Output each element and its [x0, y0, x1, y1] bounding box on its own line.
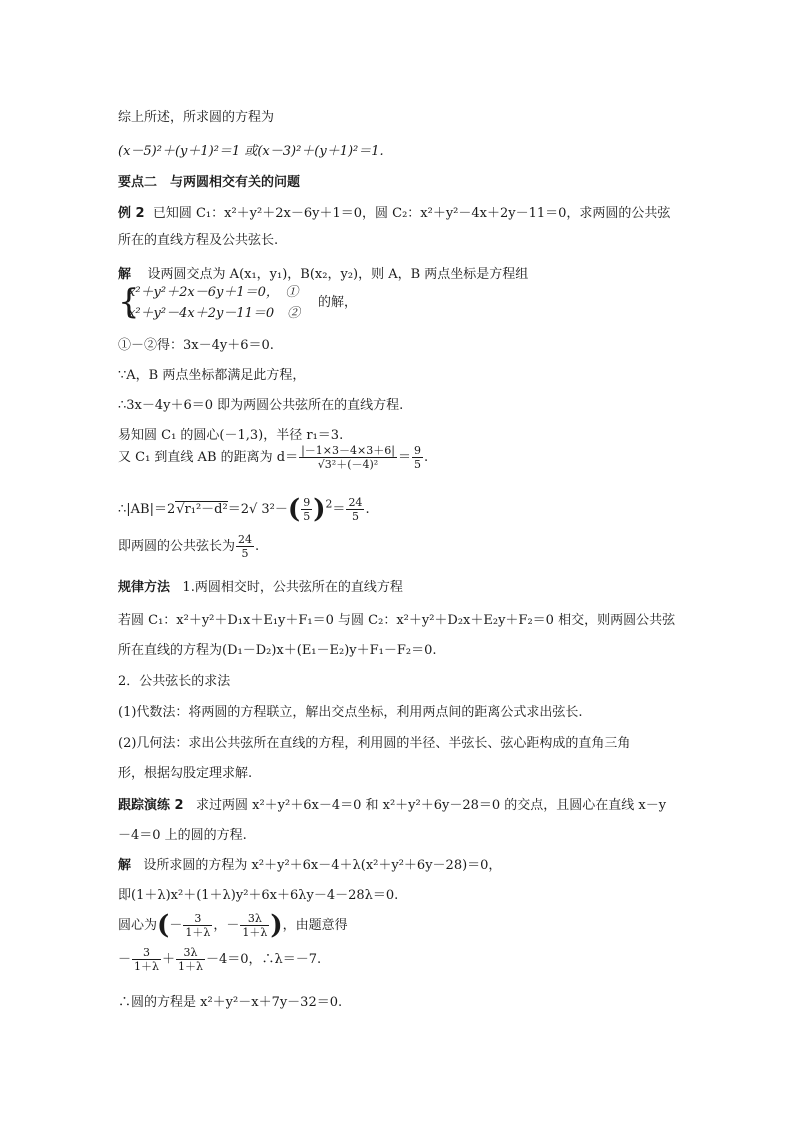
solution2-line-2: 即(1＋λ)x²＋(1＋λ)y²＋6x＋6λy－4－28λ＝0.: [118, 888, 399, 903]
solution2-line-4: － $\frac{3}{1+\lambda}$ ＋ $\frac{3\lambda}{1+\lambda}$ －4＝0，∴λ＝－7.: [118, 946, 322, 973]
solution-line-1: 解 设两圆交点为 A(x₁，y₁)，B(x₂，y₂)，则 A，B 两点坐标是方程组: [118, 267, 529, 282]
solution-line-7: ∴|AB|＝2√r₁²－d²＝2√ 3²－( $\frac{9}{5}$ )$^2$＝ $\frac{24}{5}$ .: [118, 494, 370, 525]
system-equation-2: x²＋y²－4x＋2y－11＝0 ②: [128, 306, 301, 321]
example-label: 例 2: [118, 206, 145, 221]
solution2-line-5: ∴圆的方程是 x²＋y²－x＋7y－32＝0.: [118, 995, 343, 1010]
solution-line-5: 易知圆 C₁ 的圆心(－1,3)，半径 r₁＝3.: [118, 428, 344, 443]
system-brace: {: [118, 282, 140, 322]
solution-line-6: 又 C₁ 到直线 AB 的距离为 d＝ $\frac{|-1\times 3-4\times 3+6|}{\text{√3²＋(－4)²}}$ ＝ $\frac{9}{5}$ .: [118, 444, 429, 471]
condition-fraction-1: $\frac{3}{1+\lambda}$: [134, 946, 159, 973]
rule-line-6: (2)几何法：求出公共弦所在直线的方程，利用圆的半径、半弦长、弦心距构成的直角三角: [118, 736, 631, 751]
track-label: 跟踪演练 2: [118, 798, 184, 813]
solution2-label: 解: [118, 858, 132, 873]
distance-fraction: $\frac{|-1\times 3-4\times 3+6|}{\text{√3²＋(－4)²}}$: [301, 444, 395, 471]
condition-fraction-2: $\frac{3\lambda}{1+\lambda}$: [178, 946, 203, 973]
rule-line-4: 2．公共弦长的求法: [118, 674, 231, 689]
section-title: 要点二 与两圆相交有关的问题: [118, 175, 301, 190]
example-2-line-2: 所在的直线方程及公共弦长.: [118, 233, 279, 248]
ratio-fraction: $\frac{9}{5}$: [303, 496, 311, 523]
chord-length-fraction: $\frac{24}{5}$: [238, 533, 253, 560]
chord-length-result: $\frac{24}{5}$: [348, 496, 363, 523]
example-2-line-1: 例 2 已知圆 C₁：x²＋y²＋2x－6y＋1＝0，圆 C₂：x²＋y²－4x＋2y－11＝0，求两圆的公共弦: [118, 206, 671, 221]
solution-label: 解: [118, 267, 132, 282]
rule-line-7: 形，根据勾股定理求解.: [118, 766, 253, 781]
rule-line-3: 所在直线的方程为(D₁－D₂)x＋(E₁－E₂)y＋F₁－F₂＝0.: [118, 643, 437, 658]
rule-label: 规律方法: [118, 580, 171, 595]
solution2-line-3: 圆心为(－ $\frac{3}{1+\lambda}$ ，－ $\frac{3\lambda}{1+\lambda}$ )，由题意得: [118, 910, 348, 941]
track-line-2: －4＝0 上的圆的方程.: [118, 828, 247, 843]
summary-line: 综上所述，所求圆的方程为: [118, 110, 275, 125]
distance-result: $\frac{9}{5}$: [413, 444, 421, 471]
solution-line-8: 即两圆的公共弦长为 $\frac{24}{5}$ .: [118, 533, 260, 560]
rule-line-5: (1)代数法：将两圆的方程联立，解出交点坐标，利用两点间的距离公式求出弦长.: [118, 705, 583, 720]
solution2-line-1: 解 设所求圆的方程为 x²＋y²＋6x－4＋λ(x²＋y²＋6y－28)＝0，: [118, 858, 502, 873]
summary-equation: (x－5)²＋(y＋1)²＝1 或(x－3)²＋(y＋1)²＝1.: [118, 144, 384, 159]
solution-line-2: ①－②得：3x－4y＋6＝0.: [118, 338, 274, 353]
system-tail: 的解，: [318, 295, 358, 310]
center-y-fraction: $\frac{3\lambda}{1+\lambda}$: [242, 912, 268, 939]
center-x-fraction: $\frac{3}{1+\lambda}$: [185, 912, 211, 939]
solution-line-3: ∵A，B 两点坐标都满足此方程，: [118, 368, 306, 383]
rule-line-1: 规律方法 1.两圆相交时，公共弦所在的直线方程: [118, 580, 403, 595]
solution-line-4: ∴3x－4y＋6＝0 即为两圆公共弦所在的直线方程.: [118, 398, 404, 413]
track-line-1: 跟踪演练 2 求过两圆 x²＋y²＋6x－4＝0 和 x²＋y²＋6y－28＝0 的交点，且圆心在直线 x－y: [118, 798, 667, 813]
rule-line-2: 若圆 C₁：x²＋y²＋D₁x＋E₁y＋F₁＝0 与圆 C₂：x²＋y²＋D₂x＋E₂y＋F₂＝0 相交，则两圆公共弦: [118, 613, 676, 628]
system-equation-1: x²＋y²＋2x－6y＋1＝0， ①: [128, 285, 299, 300]
